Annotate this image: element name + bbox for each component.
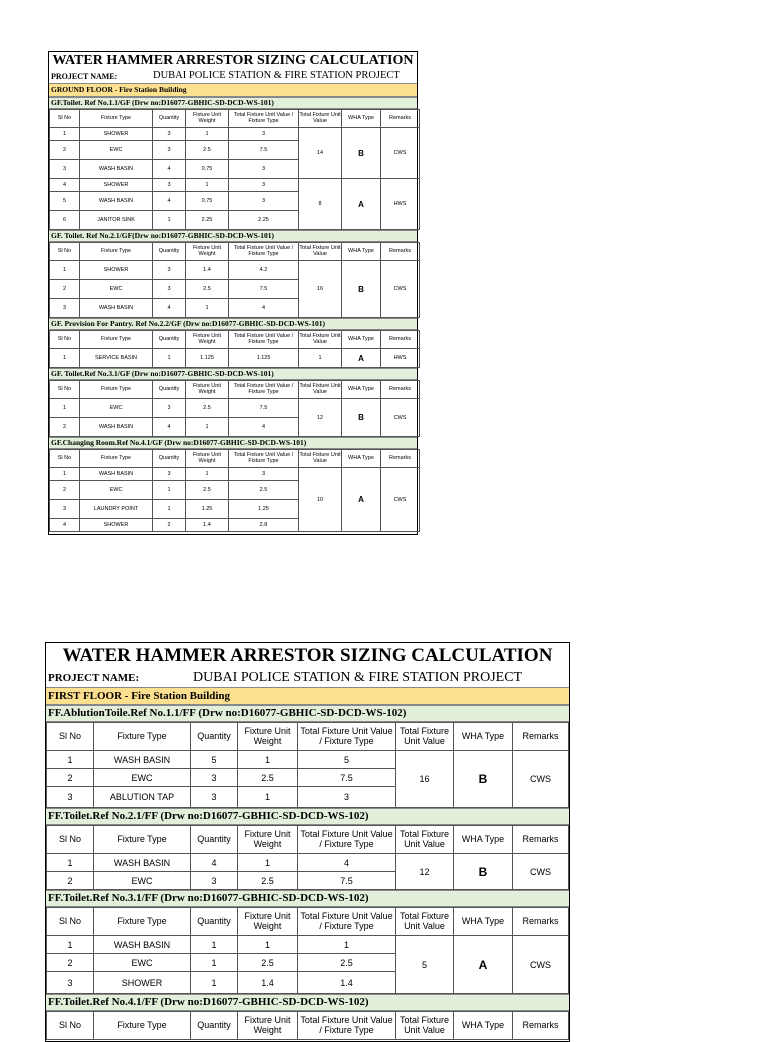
column-header: Total Fixture Unit Value [396,723,454,751]
table-cell: 5 [298,751,396,769]
floor-heading: FIRST FLOOR - Fire Station Building [46,687,569,705]
total-fixture-unit-value: 16 [299,261,342,318]
column-header: Quantity [153,110,186,128]
column-header: Fixture Unit Weight [238,908,298,936]
table-cell: 2.5 [229,481,299,500]
table-cell: 7.5 [229,280,299,299]
column-header: WHA Type [342,450,381,468]
table-row [50,468,420,481]
table-cell: 3 [153,399,186,418]
column-header: Total Fixture Unit Value / Fixture Type [229,331,299,349]
table-cell: 7.5 [298,769,396,787]
table-cell: SHOWER [94,972,191,994]
wha-type: B [342,399,381,437]
table-cell: 3 [191,872,238,890]
table-cell: 1 [186,418,229,437]
column-header: Total Fixture Unit Value / Fixture Type [298,1012,396,1040]
table-cell: 1 [191,954,238,972]
table-cell: 4 [153,160,186,179]
column-header: Total Fixture Unit Value / Fixture Type [298,723,396,751]
column-header: Sl No [50,450,80,468]
table-cell: EWC [80,141,153,160]
column-header: Remarks [513,723,569,751]
table-header-row [50,450,420,468]
table-cell: SHOWER [80,261,153,280]
fixture-table [49,109,420,230]
table-cell: 2.5 [186,481,229,500]
column-header: Fixture Type [94,826,191,854]
table-cell: 2.5 [238,954,298,972]
column-header: Fixture Unit Weight [186,381,229,399]
table-cell: 3 [298,787,396,808]
table-cell: 1 [186,299,229,318]
total-fixture-unit-value: 12 [299,399,342,437]
table-cell: 2 [50,280,80,299]
column-header: Quantity [153,331,186,349]
table-cell: SHOWER [80,519,153,532]
table-cell: 3 [153,128,186,141]
sheet-title: WATER HAMMER ARRESTOR SIZING CALCULATION [62,645,553,666]
table-cell: 3 [153,280,186,299]
table-cell: 2.5 [298,954,396,972]
table-cell: 4 [153,299,186,318]
column-header: Fixture Unit Weight [186,243,229,261]
table-cell: 3 [191,787,238,808]
table-cell: 4 [50,519,80,532]
column-header: WHA Type [454,826,513,854]
table-cell: 0.75 [186,192,229,211]
table-cell: 3 [47,787,94,808]
column-header: Fixture Unit Weight [186,110,229,128]
column-header: Total Fixture Unit Value / Fixture Type [229,450,299,468]
table-cell: 2 [50,141,80,160]
column-header: Fixture Type [80,381,153,399]
wha-type: B [342,128,381,179]
column-header: Remarks [513,908,569,936]
column-header: WHA Type [342,331,381,349]
fixture-table [49,449,420,532]
column-header: Quantity [191,826,238,854]
wha-type: B [454,751,513,808]
wha-type: B [342,261,381,318]
column-header: Total Fixture Unit Value [396,1012,454,1040]
table-cell: ABLUTION TAP [94,787,191,808]
table-cell: 2.5 [238,872,298,890]
table-cell: 5 [191,751,238,769]
table-cell: 1.4 [238,972,298,994]
column-header: Remarks [381,381,420,399]
column-header: Total Fixture Unit Value / Fixture Type [298,908,396,936]
column-header: Fixture Type [80,110,153,128]
table-cell: SHOWER [80,128,153,141]
total-fixture-unit-value: 16 [396,751,454,808]
remarks: HWS [381,349,420,368]
remarks: CWS [513,854,569,890]
column-header: Fixture Type [80,450,153,468]
table-cell: 1 [191,936,238,954]
table-cell: 4 [153,192,186,211]
table-cell: EWC [80,280,153,299]
table-row [47,751,569,769]
column-header: Quantity [191,908,238,936]
table-cell: WASH BASIN [94,854,191,872]
project-row [49,70,417,83]
floor-heading: GROUND FLOOR - Fire Station Building [49,83,417,97]
remarks: CWS [381,261,420,318]
table-row [50,261,420,280]
table-header-row [47,723,569,751]
column-header: Quantity [153,243,186,261]
table-cell: 7.5 [298,872,396,890]
remarks: CWS [381,128,420,179]
table-cell: 1 [47,854,94,872]
column-header: Total Fixture Unit Value [299,331,342,349]
table-cell: SHOWER [80,179,153,192]
table-cell: 1 [298,936,396,954]
sections-container [49,97,417,532]
column-header: Fixture Unit Weight [238,826,298,854]
table-cell: 1 [238,751,298,769]
table-cell: 2.25 [186,211,229,230]
column-header: Sl No [47,723,94,751]
remarks: CWS [513,936,569,994]
table-cell: 3 [50,299,80,318]
table-row [50,128,420,141]
section-title: GF.Changing Room.Ref No.4.1/GF (Drw no:D16077-GBHIC-SD-DCD-WS-101) [49,437,417,449]
column-header: WHA Type [342,110,381,128]
table-cell: 4 [229,418,299,437]
wha-type: B [454,854,513,890]
table-cell: WASH BASIN [80,160,153,179]
column-header: Sl No [50,381,80,399]
column-header: Remarks [381,450,420,468]
table-cell: 2 [47,769,94,787]
remarks: CWS [381,468,420,532]
table-row [50,349,420,368]
column-header: Total Fixture Unit Value [299,381,342,399]
table-cell: 1 [238,854,298,872]
wha-type: A [454,936,513,994]
column-header: Total Fixture Unit Value [396,908,454,936]
table-cell: 2.5 [238,769,298,787]
column-header: Total Fixture Unit Value / Fixture Type [229,381,299,399]
table-cell: 2.25 [229,211,299,230]
project-row [46,669,569,687]
column-header: Remarks [513,826,569,854]
table-cell: 1 [153,349,186,368]
fixture-table [46,722,569,808]
table-cell: 1 [153,481,186,500]
project-label: PROJECT NAME: [48,672,140,684]
column-header: Fixture Unit Weight [238,723,298,751]
column-header: Fixture Type [94,1012,191,1040]
table-cell: 3 [47,972,94,994]
table-header-row [50,110,420,128]
table-cell: 3 [229,192,299,211]
table-cell: 1 [50,128,80,141]
table-cell: 3 [153,141,186,160]
table-header-row [50,331,420,349]
column-header: Total Fixture Unit Value [299,110,342,128]
fixture-table [46,1011,569,1040]
column-header: Fixture Type [94,908,191,936]
column-header: Fixture Unit Weight [186,331,229,349]
table-header-row [50,381,420,399]
sections-container [46,705,569,1040]
table-cell: 2 [50,418,80,437]
fixture-table [49,330,420,368]
table-cell: EWC [94,872,191,890]
table-cell: 3 [191,769,238,787]
column-header: Sl No [47,826,94,854]
table-cell: 1.4 [186,261,229,280]
table-cell: 3 [229,179,299,192]
column-header: Quantity [153,450,186,468]
table-cell: 2.5 [186,141,229,160]
fixture-table [46,825,569,890]
table-cell: 6 [50,211,80,230]
column-header: Remarks [381,243,420,261]
section-title: GF. Provision For Pantry. Ref No.2.2/GF (Drw no:D16077-GBHIC-SD-DCD-WS-101) [49,318,417,330]
total-fixture-unit-value: 14 [299,128,342,179]
table-cell: 1 [238,787,298,808]
column-header: Total Fixture Unit Value [396,826,454,854]
table-cell: 1.25 [186,500,229,519]
table-cell: 3 [153,468,186,481]
table-cell: 3 [229,160,299,179]
table-cell: 7.5 [229,399,299,418]
table-cell: 1 [153,211,186,230]
table-cell: 3 [153,261,186,280]
column-header: Total Fixture Unit Value [299,243,342,261]
column-header: Fixture Unit Weight [238,1012,298,1040]
table-cell: WASH BASIN [80,192,153,211]
project-name: DUBAI POLICE STATION & FIRE STATION PROJECT [193,670,523,685]
table-cell: 2 [47,872,94,890]
project-name: DUBAI POLICE STATION & FIRE STATION PROJECT [153,70,400,81]
remarks: CWS [513,751,569,808]
column-header: Sl No [47,1012,94,1040]
table-cell: EWC [80,481,153,500]
table-cell: 3 [50,160,80,179]
total-fixture-unit-value: 8 [299,179,342,230]
table-cell: 7.5 [229,141,299,160]
column-header: Total Fixture Unit Value / Fixture Type [229,243,299,261]
column-header: Sl No [50,331,80,349]
column-header: Fixture Type [80,331,153,349]
wha-type: A [342,468,381,532]
table-cell: 2 [50,481,80,500]
section-title: GF.Toilet. Ref No.1.1/GF (Drw no:D16077-GBHIC-SD-DCD-WS-101) [49,97,417,109]
column-header: Total Fixture Unit Value / Fixture Type [298,826,396,854]
table-header-row [47,908,569,936]
table-cell: WASH BASIN [94,751,191,769]
table-cell: 2 [153,519,186,532]
column-header: Remarks [381,331,420,349]
column-header: WHA Type [342,381,381,399]
wha-type: A [342,349,381,368]
table-cell: 1.125 [229,349,299,368]
table-cell: WASH BASIN [80,418,153,437]
table-cell: EWC [94,769,191,787]
table-cell: WASH BASIN [80,299,153,318]
sheet-title: WATER HAMMER ARRESTOR SIZING CALCULATION [52,53,414,68]
table-row [47,936,569,954]
table-row [50,399,420,418]
table-row [47,854,569,872]
column-header: WHA Type [454,723,513,751]
project-label: PROJECT NAME: [51,72,118,81]
column-header: WHA Type [342,243,381,261]
column-header: Total Fixture Unit Value / Fixture Type [229,110,299,128]
table-cell: EWC [80,399,153,418]
section-title: GF. Toilet.Ref No.3.1/GF (Drw no:D16077-GBHIC-SD-DCD-WS-101) [49,368,417,380]
column-header: Quantity [191,723,238,751]
section-title: FF.Toilet.Ref No.3.1/FF (Drw no:D16077-GBHIC-SD-DCD-WS-102) [46,890,569,907]
table-cell: 1 [50,468,80,481]
column-header: Quantity [153,381,186,399]
table-cell: 1 [186,468,229,481]
table-cell: 3 [153,179,186,192]
column-header: Fixture Unit Weight [186,450,229,468]
section-title: FF.Toilet.Ref No.2.1/FF (Drw no:D16077-GBHIC-SD-DCD-WS-102) [46,808,569,825]
table-cell: SERVICE BASIN [80,349,153,368]
table-cell: 1.25 [229,500,299,519]
table-cell: WASH BASIN [94,936,191,954]
table-cell: 5 [50,192,80,211]
column-header: Remarks [381,110,420,128]
table-cell: JANITOR SINK [80,211,153,230]
table-cell: 3 [50,500,80,519]
fixture-table [49,380,420,437]
table-cell: 1 [186,128,229,141]
table-cell: 4.2 [229,261,299,280]
table-cell: EWC [94,954,191,972]
table-cell: 4 [229,299,299,318]
table-cell: 1 [186,179,229,192]
table-header-row [50,243,420,261]
total-fixture-unit-value: 1 [299,349,342,368]
total-fixture-unit-value: 12 [396,854,454,890]
remarks: CWS [381,399,420,437]
table-row [50,179,420,192]
table-cell: 1 [50,261,80,280]
column-header: Sl No [50,243,80,261]
table-cell: 1.4 [298,972,396,994]
table-cell: 0.75 [186,160,229,179]
table-cell: 1.4 [186,519,229,532]
column-header: WHA Type [454,908,513,936]
table-cell: WASH BASIN [80,468,153,481]
column-header: Fixture Type [94,723,191,751]
fixture-table [49,242,420,318]
table-header-row [47,1012,569,1040]
table-cell: 4 [298,854,396,872]
column-header: Sl No [47,908,94,936]
fixture-table [46,907,569,994]
table-cell: 4 [153,418,186,437]
column-header: WHA Type [454,1012,513,1040]
table-cell: 2.5 [186,399,229,418]
column-header: Sl No [50,110,80,128]
table-cell: 1 [50,399,80,418]
table-cell: 4 [191,854,238,872]
table-cell: 4 [50,179,80,192]
table-cell: 3 [229,468,299,481]
table-cell: 2 [47,954,94,972]
section-title: FF.Toilet.Ref No.4.1/FF (Drw no:D16077-GBHIC-SD-DCD-WS-102) [46,994,569,1011]
section-title: FF.AblutionToile.Ref No.1.1/FF (Drw no:D16077-GBHIC-SD-DCD-WS-102) [46,705,569,722]
ground-floor-sheet [48,51,418,535]
table-cell: 1 [47,936,94,954]
first-floor-sheet [45,642,570,1042]
table-cell: 3 [229,128,299,141]
table-cell: 1 [50,349,80,368]
remarks: HWS [381,179,420,230]
table-cell: 1 [47,751,94,769]
table-cell: 2.8 [229,519,299,532]
total-fixture-unit-value: 5 [396,936,454,994]
column-header: Fixture Type [80,243,153,261]
table-cell: 1 [153,500,186,519]
table-cell: 1 [238,936,298,954]
table-header-row [47,826,569,854]
table-cell: 1.125 [186,349,229,368]
section-title: GF. Toilet. Ref No.2.1/GF(Drw no:D16077-GBHIC-SD-DCD-WS-101) [49,230,417,242]
table-cell: 2.5 [186,280,229,299]
wha-type: A [342,179,381,230]
column-header: Quantity [191,1012,238,1040]
column-header: Remarks [513,1012,569,1040]
table-cell: LAUNDRY POINT [80,500,153,519]
table-cell: 1 [191,972,238,994]
column-header: Total Fixture Unit Value [299,450,342,468]
total-fixture-unit-value: 10 [299,468,342,532]
